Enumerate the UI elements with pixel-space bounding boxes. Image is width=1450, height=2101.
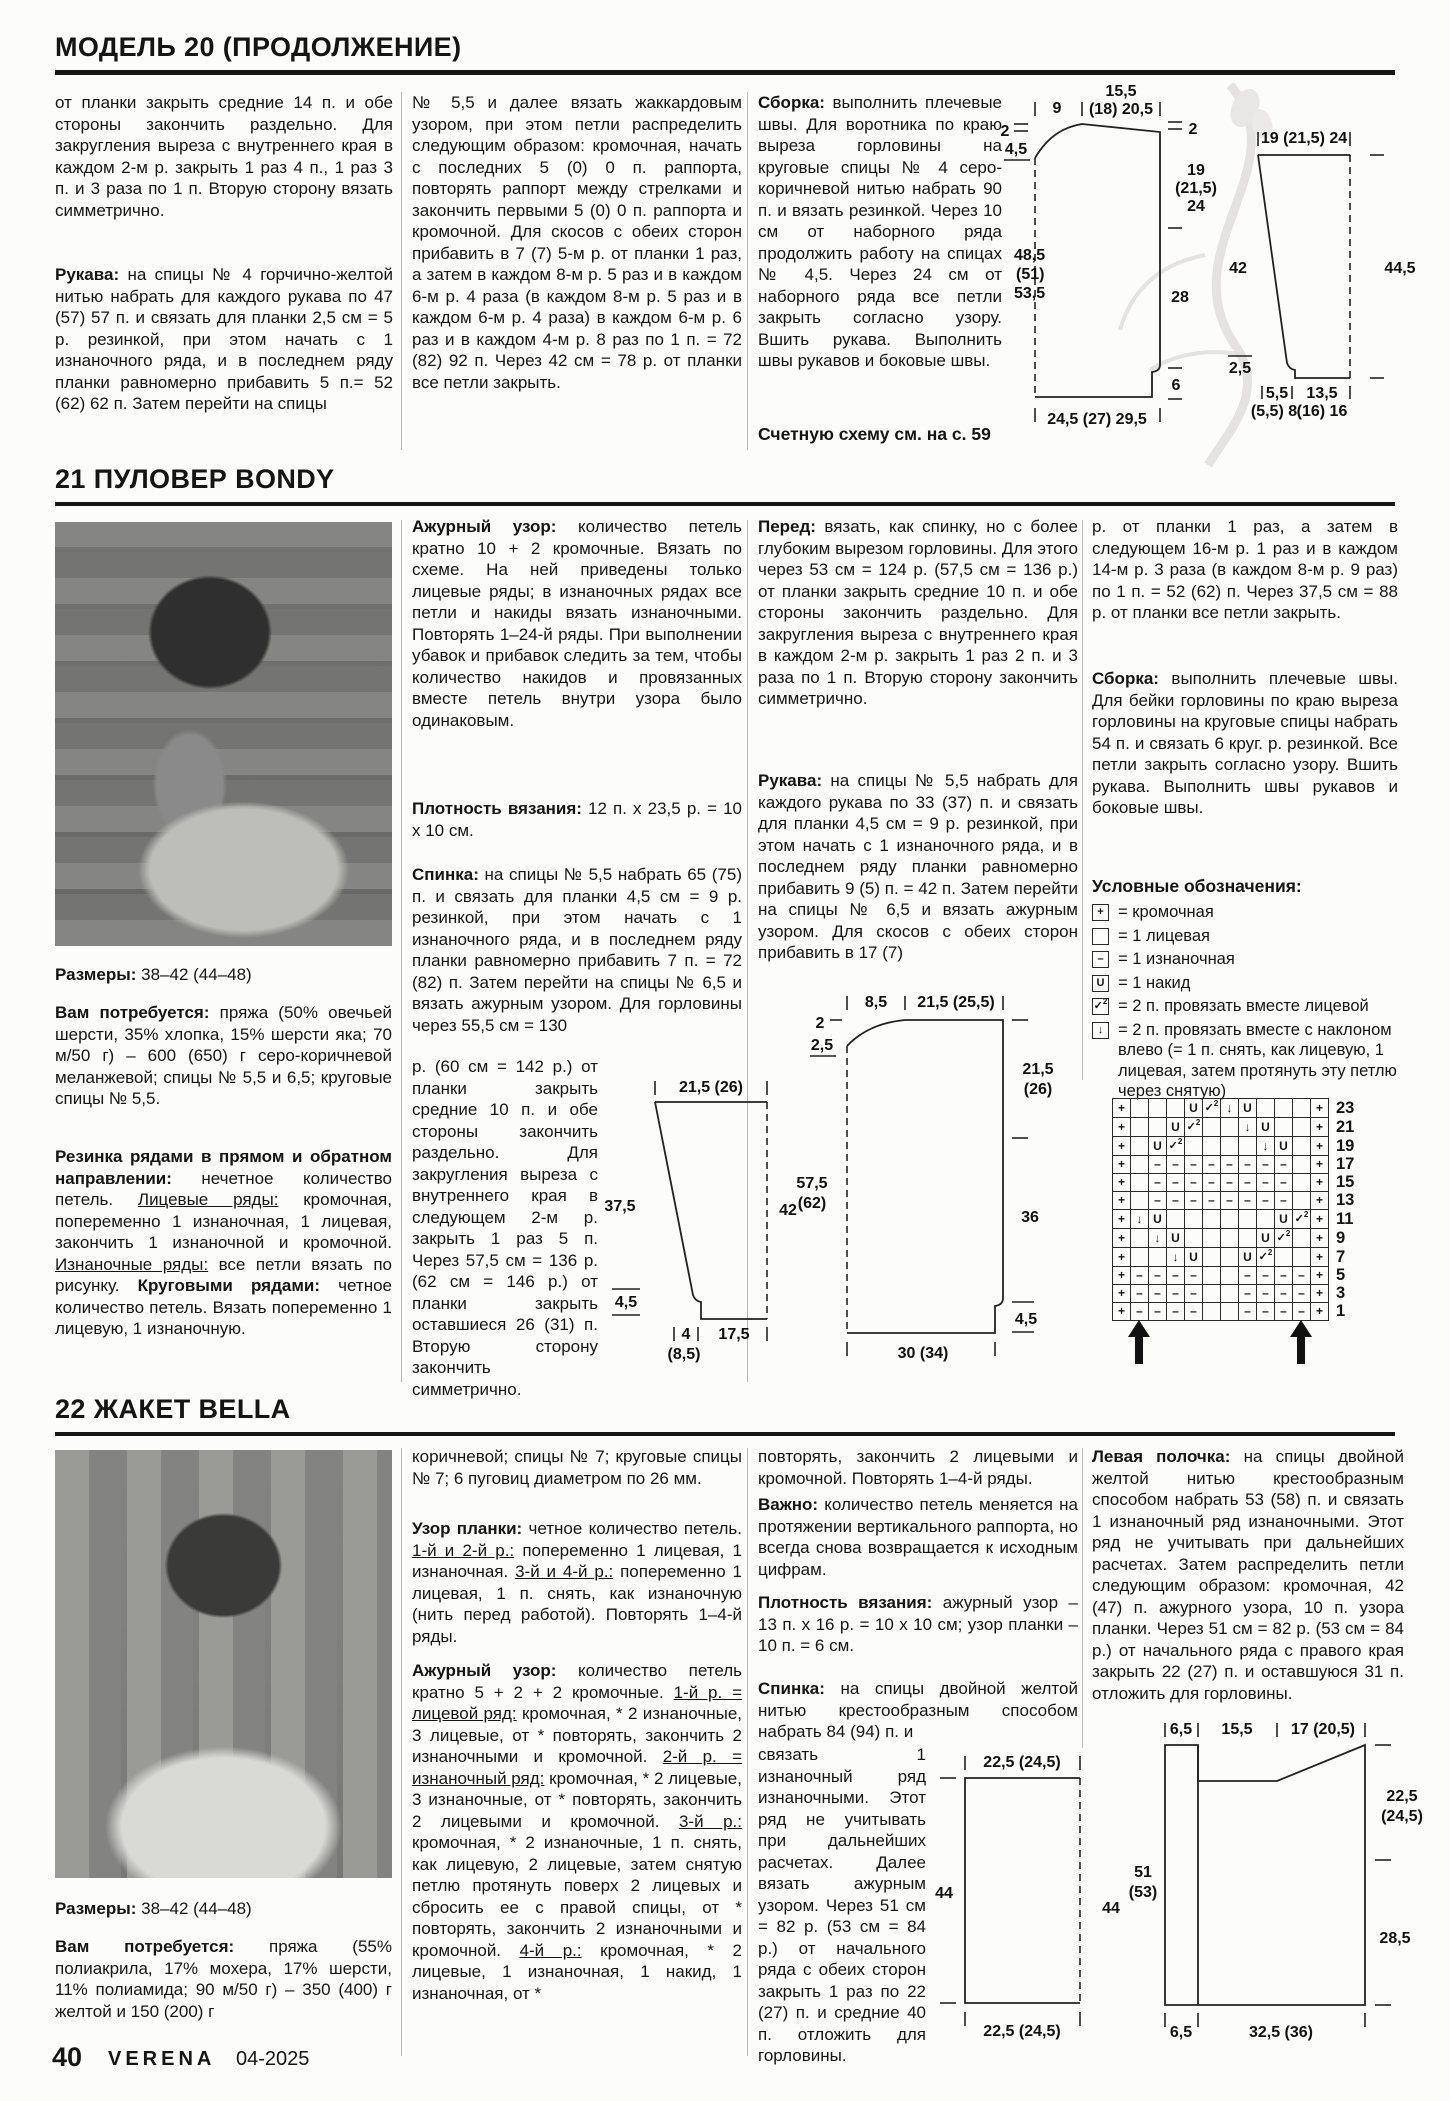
measurement-label: 6 bbox=[1171, 377, 1181, 394]
chart-cell: – bbox=[1185, 1267, 1203, 1285]
chart-cell bbox=[1203, 1303, 1221, 1321]
measurement-label: 24,5 (27) 29,5 bbox=[1047, 411, 1147, 428]
chart-cell: + bbox=[1113, 1137, 1131, 1156]
chart-cell: – bbox=[1185, 1156, 1203, 1174]
chart-row-number: 1 bbox=[1336, 1302, 1346, 1320]
chart-cell: ✓$^2$ bbox=[1257, 1248, 1275, 1267]
legend-title: Условные обозначения: bbox=[1092, 876, 1302, 896]
legend-item bbox=[1092, 902, 1422, 923]
column-divider bbox=[401, 520, 402, 1382]
chart-cell: ↓ bbox=[1257, 1137, 1275, 1156]
chart-row bbox=[1113, 1174, 1367, 1192]
chart-cell: – bbox=[1239, 1174, 1257, 1192]
chart-cell: U bbox=[1239, 1248, 1257, 1267]
chart-cell bbox=[1293, 1248, 1311, 1267]
magazine-brand: VERENA bbox=[108, 2048, 216, 2070]
chart-cell: – bbox=[1257, 1156, 1275, 1174]
chart-cell: – bbox=[1257, 1174, 1275, 1192]
chart-cell bbox=[1203, 1285, 1221, 1303]
measurement-label: 5,5 bbox=[1265, 385, 1289, 402]
chart-cell: U bbox=[1275, 1137, 1293, 1156]
chart-cell bbox=[1239, 1137, 1257, 1156]
measurement-label: 21,5 (26) bbox=[678, 1079, 744, 1096]
section-title-pullover-bondy: 21 ПУЛОВЕР BONDY bbox=[55, 464, 335, 494]
chart-cell bbox=[1257, 1099, 1275, 1118]
chart-cell: – bbox=[1221, 1156, 1239, 1174]
chart-cell: – bbox=[1185, 1303, 1203, 1321]
measurement-label: 42 bbox=[779, 1202, 797, 1219]
s21-sleeves: Рукава: на спицы № 5,5 набрать для каждого рукава по 33 (37) п. и связать для планки 4,5 см = 9 р. резинкой, при этом начать с 1 изнаночного ряда, и в последнем ряду планки равномерно прибавить 9 (5) п. = 42 п. Затем перейти на спицы № 6,5 и вязать ажурным узором. Для скосов с обеих сторон прибавить в 17 (7) bbox=[758, 771, 1078, 962]
schematic-pullover-body bbox=[790, 990, 1080, 1370]
measurement-label: 4 bbox=[681, 1326, 691, 1343]
legend-text: = 2 п. провязать вместе с наклоном влево (= 1 п. снять, как лицевую, 1 лицевая, затем протянуть эту петлю через снятую) bbox=[1118, 1020, 1397, 1100]
chart-cell: + bbox=[1311, 1118, 1329, 1137]
chart-cell: – bbox=[1275, 1267, 1293, 1285]
chart-cell: – bbox=[1275, 1156, 1293, 1174]
chart-cell: – bbox=[1221, 1174, 1239, 1192]
measurement-label: (5,5) 8 bbox=[1250, 403, 1298, 420]
chart-cell: ↓ bbox=[1149, 1229, 1167, 1248]
measurement-label: 44 bbox=[935, 1885, 953, 1902]
s21-assembly: Сборка: выполнить плечевые швы. Для бейки горловины по краю выреза горловины на круговые спицы набрать 54 п. и связать 6 круг. р. резинкой. Все петли закрыть согласно узору. Вшить рукава. Выполнить швы рукавов и боковые швы. bbox=[1092, 669, 1398, 817]
chart-cell bbox=[1275, 1099, 1293, 1118]
measurement-label: 21,5 (25,5) bbox=[917, 994, 995, 1011]
chart-row-number: 13 bbox=[1336, 1191, 1355, 1209]
chart-cell: U bbox=[1185, 1248, 1203, 1267]
photo-pullover-bondy bbox=[55, 522, 392, 946]
chart-cell: + bbox=[1113, 1285, 1131, 1303]
chart-cell bbox=[1275, 1248, 1293, 1267]
chart-cell: – bbox=[1131, 1267, 1149, 1285]
measurement-label: 21,5 bbox=[1022, 1061, 1054, 1078]
chart-row-number: 3 bbox=[1336, 1284, 1346, 1302]
chart-cell: – bbox=[1275, 1174, 1293, 1192]
chart-cell: – bbox=[1167, 1285, 1185, 1303]
chart-cell: U bbox=[1275, 1210, 1293, 1229]
chart-cell: – bbox=[1257, 1192, 1275, 1210]
chart-cell: ✓$^2$ bbox=[1203, 1099, 1221, 1118]
chart-row-number: 9 bbox=[1336, 1228, 1346, 1247]
chart-cell: – bbox=[1257, 1285, 1275, 1303]
m20-col3-paragraph-assembly: Сборка: выполнить плечевые швы. Для воротника по краю выреза горловины на круговые спицы № 4 серо-коричневой нитью набрать 90 п. и вязать резинкой. Через 10 см от наборного ряда продолжить работу на спицах № 4,5. Через 24 см от наборного ряда все петли закрыть согласно узору. Вшить рукава. Выполнить швы рукавов и боковые швы. bbox=[758, 93, 1002, 370]
title-rule bbox=[55, 502, 1395, 506]
chart-row bbox=[1113, 1267, 1367, 1285]
chart-cell bbox=[1131, 1248, 1149, 1267]
title-rule bbox=[55, 1432, 1395, 1436]
chart-cell: + bbox=[1311, 1229, 1329, 1248]
measurement-label: (8,5) bbox=[667, 1346, 701, 1363]
chart-cell: + bbox=[1311, 1285, 1329, 1303]
chart-cell: + bbox=[1113, 1118, 1131, 1137]
measurement-label: 19 bbox=[1187, 162, 1205, 179]
s22-materials: Вам потребуется: пряжа (55% полиакрила, 17% мохера, 17% шерсти, 11% полиамида; 90 м/50 г) – 350 (400) г желтой и 150 (200) г bbox=[55, 1937, 392, 2021]
chart-cell bbox=[1275, 1118, 1293, 1137]
chart-cell: + bbox=[1311, 1210, 1329, 1229]
column-divider bbox=[747, 92, 748, 450]
measurement-label: 4,5 bbox=[1004, 141, 1028, 158]
chart-cell: + bbox=[1311, 1248, 1329, 1267]
measurement-label: (62) bbox=[797, 1195, 827, 1212]
chart-row bbox=[1113, 1156, 1367, 1174]
legend-text: = 1 лицевая bbox=[1118, 926, 1210, 945]
measurement-label: 15,5 bbox=[1221, 1721, 1253, 1738]
chart-cell: – bbox=[1167, 1192, 1185, 1210]
chart-cell bbox=[1203, 1248, 1221, 1267]
chart-cell: + bbox=[1113, 1174, 1131, 1192]
chart-cell: – bbox=[1239, 1267, 1257, 1285]
chart-cell bbox=[1131, 1156, 1149, 1174]
chart-cell: – bbox=[1239, 1192, 1257, 1210]
chart-cell bbox=[1221, 1267, 1239, 1285]
chart-cell bbox=[1221, 1285, 1239, 1303]
legend-symbol-box: ✓$^2$ bbox=[1092, 998, 1109, 1015]
chart-cell: + bbox=[1311, 1174, 1329, 1192]
chart-row-number: 17 bbox=[1336, 1155, 1355, 1173]
chart-cell: + bbox=[1311, 1267, 1329, 1285]
measurement-label: 28,5 bbox=[1379, 1930, 1411, 1947]
chart-row-number: 15 bbox=[1336, 1173, 1355, 1191]
chart-cell: – bbox=[1167, 1174, 1185, 1192]
chart-cell: – bbox=[1131, 1303, 1149, 1321]
s22-gauge: Плотность вязания: ажурный узор – 13 п. х 16 р. = 10 х 10 см; узор планки – 10 п. = 6 см. bbox=[758, 1593, 1078, 1655]
s21-back-narrow: р. (60 см = 142 р.) от планки закрыть средние 10 п. и обе стороны закончить раздельно. Для закругления выреза с внутреннего края в следующем 2-м р. закрыть 1 раз 5 п. Через 57,5 см = 136 р. (62 см = 146 р.) от планки закрыть оставшиеся 26 (31) п. Вторую сторону закончить симметрично. bbox=[412, 1057, 598, 1399]
chart-cell: – bbox=[1293, 1267, 1311, 1285]
chart-cell bbox=[1293, 1099, 1311, 1118]
chart-cell bbox=[1203, 1267, 1221, 1285]
photo-jacket-bella bbox=[55, 1450, 392, 1878]
chart-cell: – bbox=[1275, 1192, 1293, 1210]
chart-cell: + bbox=[1113, 1210, 1131, 1229]
chart-cell: – bbox=[1185, 1192, 1203, 1210]
s22-materials-cont: коричневой; спицы № 7; круговые спицы № 7; 6 пуговиц диаметром по 26 мм. bbox=[412, 1447, 742, 1488]
chart-cell: – bbox=[1293, 1303, 1311, 1321]
chart-cell: ✓$^2$ bbox=[1293, 1210, 1311, 1229]
chart-row-number: 7 bbox=[1336, 1247, 1346, 1266]
chart-cell bbox=[1203, 1229, 1221, 1248]
title-rule bbox=[55, 70, 1395, 75]
chart-cell: + bbox=[1113, 1229, 1131, 1248]
measurement-label: 13,5 bbox=[1306, 385, 1338, 402]
chart-row bbox=[1113, 1229, 1367, 1248]
measurement-label: 53,5 bbox=[1014, 285, 1046, 302]
measurement-label: 36 bbox=[1021, 1209, 1039, 1226]
chart-cell bbox=[1221, 1229, 1239, 1248]
chart-cell bbox=[1149, 1248, 1167, 1267]
measurement-label: 2 bbox=[1000, 123, 1010, 140]
chart-row-number: 21 bbox=[1336, 1117, 1355, 1136]
measurement-label: 57,5 bbox=[796, 1175, 828, 1192]
measurement-label: 4,5 bbox=[1014, 1311, 1038, 1328]
chart-cell bbox=[1167, 1210, 1185, 1229]
legend-symbol-box bbox=[1092, 928, 1109, 945]
measurement-label: (16) 16 bbox=[1296, 403, 1348, 420]
chart-cell bbox=[1257, 1210, 1275, 1229]
m20-col1-paragraph-sleeves: Рукава: на спицы № 4 горчично-желтой нитью набрать для каждого рукава по 47 (57) 57 п. и связать для планки 2,5 см = 5 р. резинкой, при этом начать с 1 изнаночного ряда, и в последнем ряду планки равномерно прибавить 5 п.= 52 (62) 62 п. Затем перейти на спицы bbox=[55, 265, 393, 413]
issue-number: 04-2025 bbox=[236, 2048, 310, 2070]
legend-symbol-box: ↓ bbox=[1092, 1022, 1109, 1039]
legend-symbol-box: U bbox=[1092, 975, 1109, 992]
chart-row bbox=[1113, 1210, 1367, 1229]
chart-cell bbox=[1149, 1099, 1167, 1118]
chart-cell: ↓ bbox=[1239, 1118, 1257, 1137]
chart-cell bbox=[1239, 1229, 1257, 1248]
page-number: 40 bbox=[52, 2042, 83, 2072]
chart-cell: + bbox=[1113, 1248, 1131, 1267]
chart-cell: – bbox=[1149, 1303, 1167, 1321]
chart-cell: – bbox=[1149, 1267, 1167, 1285]
measurement-label: 2 bbox=[815, 1015, 825, 1032]
chart-cell: + bbox=[1311, 1303, 1329, 1321]
measurement-label: 22,5 (24,5) bbox=[983, 1754, 1061, 1771]
chart-repeat-arrow-stem bbox=[1135, 1336, 1143, 1364]
measurement-label: (26) bbox=[1023, 1081, 1053, 1098]
chart-cell: ✓$^2$ bbox=[1275, 1229, 1293, 1248]
chart-cell bbox=[1149, 1118, 1167, 1137]
chart-cell bbox=[1185, 1229, 1203, 1248]
legend-item bbox=[1092, 949, 1422, 970]
s21-sizes: Размеры: 38–42 (44–48) bbox=[55, 965, 252, 984]
schematic-jacket-left-front bbox=[1095, 1715, 1450, 2060]
chart-cell: – bbox=[1239, 1285, 1257, 1303]
chart-cell bbox=[1221, 1210, 1239, 1229]
measurement-label: (18) 20,5 bbox=[1088, 101, 1154, 118]
chart-row-number: 19 bbox=[1336, 1136, 1355, 1155]
measurement-label: 6,5 bbox=[1169, 1721, 1193, 1738]
chart-cell: U bbox=[1257, 1229, 1275, 1248]
s22-sizes: Размеры: 38–42 (44–48) bbox=[55, 1899, 252, 1918]
schematic-model20 bbox=[1000, 80, 1450, 470]
chart-cell bbox=[1293, 1192, 1311, 1210]
legend-item bbox=[1092, 973, 1422, 994]
chart-cell: – bbox=[1257, 1303, 1275, 1321]
section-title-model20: МОДЕЛЬ 20 (ПРОДОЛЖЕНИЕ) bbox=[55, 32, 462, 62]
measurement-label: 37,5 bbox=[604, 1198, 636, 1215]
chart-cell bbox=[1203, 1118, 1221, 1137]
measurement-label: (51) bbox=[1016, 266, 1045, 283]
chart-cell bbox=[1239, 1210, 1257, 1229]
legend-text: = 2 п. провязать вместе лицевой bbox=[1118, 997, 1369, 1015]
m20-col1-paragraph-1: от планки закрыть средние 14 п. и обе стороны закончить раздельно. Для закругления выреза с внутреннего края в каждом 2-м р. закрыть 1 раз 4 п., 1 раз 3 п. и 3 раза по 1 п. Вторую сторону вязать симметрично. bbox=[55, 93, 393, 220]
chart-repeat-arrow bbox=[1290, 1320, 1312, 1337]
measurement-label: (53) bbox=[1128, 1884, 1158, 1901]
chart-cell: ↓ bbox=[1221, 1099, 1239, 1118]
chart-cell bbox=[1131, 1118, 1149, 1137]
chart-cell bbox=[1221, 1118, 1239, 1137]
legend-text: = 1 накид bbox=[1118, 973, 1191, 992]
legend-item bbox=[1092, 1020, 1422, 1102]
chart-cell: + bbox=[1311, 1137, 1329, 1156]
s21-sleeves-cont: р. от планки 1 раз, а затем в следующем 16-м р. 1 раз и в каждом 14-м р. 3 раза (в каждом 8-м р. 9 раз) по 1 п. = 52 (62) п. Через 37,5 см = 88 р. от планки все петли закрыть. bbox=[1092, 517, 1398, 622]
chart-cell: + bbox=[1113, 1099, 1131, 1118]
chart-row bbox=[1113, 1285, 1367, 1303]
s22-lace-cont: повторять, закончить 2 лицевыми и кромочной. Повторять 1–4-й ряды. bbox=[758, 1447, 1078, 1488]
chart-cell: – bbox=[1149, 1285, 1167, 1303]
measurement-label: 19 (21,5) 24 bbox=[1260, 130, 1348, 147]
s22-lace-pattern: Ажурный узор: количество петель кратно 5 + 2 + 2 кромочные. 1-й р. = лицевой ряд: кромочная, * 2 изнаночные, 3 лицевые, от * повторять, закончить 2 изнаночными и кромочной. 2-й р. = изнаночный ряд: кромочная, * 2 лицевые, 3 изнаночные, от * повторять, закончить 2 лицевыми и кромочной. 3-й р.: кромочная, * 2 изнаночные, 1 п. снять, как лицевую, 2 лицевые, затем снятую петлю протянуть поверх 2 лицевых и сбросить ее с правой спицы, от * повторять, закончить 2 изнаночными и кромочной. 4-й р.: кромочная, * 2 лицевые, 1 изнаночная, 1 накид, 1 изнаночная, от * bbox=[412, 1661, 743, 2003]
chart-cell bbox=[1131, 1174, 1149, 1192]
measurement-label: 44 bbox=[1102, 1900, 1120, 1917]
column-divider bbox=[1082, 1448, 1083, 1748]
s22-back-narrow: связать 1 изнаночный ряд изнаночными. Этот ряд не учитывать при дальнейших расчетах. Далее вязать ажурным узором. Через 51 см = 82 р. (53 см = 84 р.) от начального ряда с обеих сторон закрыть 1 раз по 22 (27) п. и средние 40 п. отложить для горловины. bbox=[758, 1745, 926, 2065]
legend-text: = 1 изнаночная bbox=[1118, 950, 1235, 968]
chart-cell: U bbox=[1185, 1099, 1203, 1118]
chart-cell: U bbox=[1149, 1137, 1167, 1156]
chart-cell bbox=[1203, 1137, 1221, 1156]
chart-cell: – bbox=[1167, 1267, 1185, 1285]
measurement-label: (24,5) bbox=[1381, 1808, 1423, 1825]
legend-symbol-box: + bbox=[1092, 904, 1109, 921]
chart-cell: – bbox=[1293, 1285, 1311, 1303]
chart-row-number: 5 bbox=[1336, 1266, 1346, 1284]
measurement-label: 17 (20,5) bbox=[1290, 1721, 1356, 1738]
chart-cell: + bbox=[1113, 1267, 1131, 1285]
chart-cell bbox=[1131, 1099, 1149, 1118]
chart-cell bbox=[1221, 1303, 1239, 1321]
section-title-jacket-bella: 22 ЖАКЕТ BELLA bbox=[55, 1394, 291, 1424]
measurement-label: 48,5 bbox=[1014, 247, 1046, 264]
chart-cell: + bbox=[1311, 1192, 1329, 1210]
schematic-pullover-sleeve bbox=[598, 1075, 810, 1365]
chart-cell: + bbox=[1113, 1156, 1131, 1174]
chart-cell: U bbox=[1257, 1118, 1275, 1137]
m20-chart-reference-note: Счетную схему см. на с. 59 bbox=[758, 424, 991, 444]
s22-back-wide: Спинка: на спицы двойной желтой нитью крестообразным способом набрать 84 (94) п. и bbox=[758, 1679, 1078, 1741]
chart-cell: – bbox=[1239, 1303, 1257, 1321]
chart-cell: ✓$^2$ bbox=[1167, 1137, 1185, 1156]
measurement-label: 22,5 (24,5) bbox=[983, 2023, 1061, 2040]
chart-cell: – bbox=[1149, 1192, 1167, 1210]
measurement-label: 6,5 bbox=[1169, 2024, 1193, 2041]
measurement-label: 15,5 bbox=[1105, 83, 1137, 100]
chart-cell: – bbox=[1275, 1285, 1293, 1303]
chart-cell bbox=[1131, 1229, 1149, 1248]
legend-text: = кромочная bbox=[1118, 903, 1214, 921]
chart-cell bbox=[1221, 1248, 1239, 1267]
s21-lace-pattern: Ажурный узор: количество петель кратно 10 + 2 кромочные. Вязать по схеме. На ней приведены только лицевые ряды; в изнаночных рядах все петли и накиды вязать изнаночными. Повторять 1–24-й ряды. При выполнении убавок и прибавок следить за тем, чтобы количество накидов и провязанных вместе петель внутри узора было одинаковым. bbox=[412, 517, 742, 730]
measurement-label: 8,5 bbox=[864, 994, 888, 1011]
chart-cell bbox=[1293, 1174, 1311, 1192]
chart-row bbox=[1113, 1303, 1367, 1321]
measurement-label: 42 bbox=[1229, 260, 1247, 277]
chart-cell: U bbox=[1239, 1099, 1257, 1118]
chart-cell: ↓ bbox=[1167, 1248, 1185, 1267]
chart-cell bbox=[1185, 1210, 1203, 1229]
chart-row bbox=[1113, 1137, 1367, 1156]
chart-cell: – bbox=[1131, 1285, 1149, 1303]
chart-cell: – bbox=[1239, 1156, 1257, 1174]
measurement-label: 22,5 bbox=[1386, 1788, 1418, 1805]
chart-cell bbox=[1131, 1192, 1149, 1210]
chart-cell: – bbox=[1167, 1303, 1185, 1321]
chart-cell: – bbox=[1203, 1156, 1221, 1174]
chart-cell: – bbox=[1203, 1192, 1221, 1210]
schematic-jacket-back bbox=[930, 1752, 1120, 2052]
chart-cell: + bbox=[1113, 1303, 1131, 1321]
chart-cell: ↓ bbox=[1131, 1210, 1149, 1229]
measurement-label: 32,5 (36) bbox=[1248, 2024, 1314, 2041]
chart-row-number: 23 bbox=[1336, 1098, 1355, 1117]
chart-row-number: 11 bbox=[1336, 1209, 1354, 1228]
chart-cell bbox=[1293, 1137, 1311, 1156]
s22-left-front: Левая полочка: на спицы двойной желтой нитью крестообразным способом набрать 53 (58) п. и связать 1 изнаночный ряд изнаночными. Этот ряд не учитывать при дальнейших расчетах. Затем распределить петли следующим образом: кромочная, 42 (47) п. ажурного узора, 10 п. узора планки. Через 51 см = 82 р. (53 см = 84 р.) от начального ряда с правого края закрыть 22 (27) п. и оставшуюся 31 п. отложить для горловины. bbox=[1092, 1447, 1404, 1703]
chart-cell: – bbox=[1221, 1192, 1239, 1210]
chart-cell bbox=[1293, 1118, 1311, 1137]
chart-legend bbox=[1092, 902, 1422, 1105]
chart-cell: – bbox=[1257, 1267, 1275, 1285]
column-divider bbox=[747, 1448, 748, 2056]
measurement-label: (21,5) bbox=[1175, 180, 1217, 197]
chart-cell bbox=[1185, 1137, 1203, 1156]
measurement-label: 2,5 bbox=[1228, 360, 1252, 377]
s21-materials: Вам потребуется: пряжа (50% овечьей шерсти, 35% хлопка, 15% шерсти яка; 70 м/50 г) – 600 (650) г серо-коричневой меланжевой; спицы № 5,5 и 6,5; круговые спицы № 5,5. bbox=[55, 1003, 392, 1108]
chart-cell bbox=[1293, 1229, 1311, 1248]
chart-cell bbox=[1293, 1156, 1311, 1174]
s22-important-note: Важно: количество петель меняется на протяжении вертикального раппорта, но всегда снова возвращается к исходным цифрам. bbox=[758, 1495, 1078, 1579]
column-divider bbox=[401, 92, 402, 450]
chart-cell: + bbox=[1113, 1192, 1131, 1210]
s21-gauge: Плотность вязания: 12 п. х 23,5 р. = 10 х 10 см. bbox=[412, 799, 743, 840]
chart-row bbox=[1113, 1192, 1367, 1210]
measurement-label: 28 bbox=[1171, 289, 1189, 306]
chart-repeat-arrow bbox=[1128, 1320, 1150, 1337]
measurement-label: 4,5 bbox=[614, 1294, 638, 1311]
s21-rib-pattern: Резинка рядами в прямом и обратном направлении: нечетное количество петель. Лицевые ряды: кромочная, попеременно 1 изнаночная, 1 лицевая, закончить 1 изнаночной и кромочной. Изнаночные ряды: все петли вязать по рисунку. Круговыми рядами: четное количество петель. Вязать попеременно 1 лицевую, 1 изнаночную. bbox=[55, 1147, 393, 1338]
chart-row bbox=[1113, 1118, 1367, 1137]
measurement-label: 44,5 bbox=[1384, 260, 1416, 277]
chart-cell: U bbox=[1149, 1210, 1167, 1229]
column-divider bbox=[1082, 520, 1083, 1080]
chart-row bbox=[1113, 1099, 1367, 1118]
chart-cell: + bbox=[1311, 1099, 1329, 1118]
chart-cell bbox=[1131, 1137, 1149, 1156]
measurement-label: 9 bbox=[1052, 100, 1062, 117]
s22-band-pattern: Узор планки: четное количество петель. 1-й и 2-й р.: попеременно 1 лицевая, 1 изнаночная. 3-й и 4-й р.: попеременно 1 лицевая, 1 п. снять, как изнаночную (нить перед работой). Повторять 1–4-й ряды. bbox=[412, 1519, 743, 1646]
chart-cell: + bbox=[1311, 1156, 1329, 1174]
legend-item bbox=[1092, 996, 1422, 1017]
m20-col2-paragraph: № 5,5 и далее вязать жаккардовым узором, при этом петли распределить следующим образом: кромочная, начать с последних 5 (0) 0 п. раппорта, повторять раппорт между стрелками и закончить первыми 5 (0) 0 п. раппорта и кромочной. Для скосов с обеих сторон прибавить в 7 (7) 5-м р. от планки 1 раз, а затем в каждом 8-м р. 5 раз и в каждом 6-м р. 4 раза (в каждом 8-м р. 5 раз и в каждом 6-м р. 4 раза) в каждом 6-м р. 6 раз и в каждом 4-м р. 8 раз по 1 п. = 72 (82) 92 п. Через 42 см = 78 р. от планки все петли закрыть. bbox=[412, 93, 742, 392]
column-divider bbox=[401, 1448, 402, 2056]
s21-back-wide: Спинка: на спицы № 5,5 набрать 65 (75) п. и связать для планки 4,5 см = 9 р. резинкой, при этом начать с 1 изнаночного ряда, и в последнем ряду планки равномерно прибавить 7 п. = 72 (82) п. Затем перейти на спицы № 6,5 и вязать ажурным узором. Для горловины через 55,5 см = 130 bbox=[412, 865, 742, 1035]
chart-cell: U bbox=[1167, 1229, 1185, 1248]
measurement-label: 2,5 bbox=[810, 1037, 834, 1054]
measurement-label: 17,5 bbox=[718, 1326, 750, 1343]
chart-row bbox=[1113, 1248, 1367, 1267]
legend-item bbox=[1092, 926, 1422, 947]
measurement-label: 51 bbox=[1134, 1864, 1152, 1881]
chart-cell bbox=[1203, 1210, 1221, 1229]
chart-cell: – bbox=[1149, 1156, 1167, 1174]
chart-cell bbox=[1221, 1137, 1239, 1156]
measurement-label: 2 bbox=[1188, 121, 1198, 138]
chart-cell: – bbox=[1185, 1285, 1203, 1303]
chart-cell: ✓$^2$ bbox=[1185, 1118, 1203, 1137]
chart-repeat-arrow-stem bbox=[1297, 1336, 1305, 1364]
measurement-label: 30 (34) bbox=[897, 1345, 949, 1362]
chart-cell: – bbox=[1185, 1174, 1203, 1192]
s21-front: Перед: вязать, как спинку, но с более глубоким вырезом горловины. Для этого через 53 см = 124 р. (57,5 см = 136 р.) от планки закрыть средние 10 п. и обе стороны закончить раздельно. Для закругления выреза с внутреннего края в каждом 2-м р. закрыть 1 раз 2 п. и 3 раза по 1 п. Вторую сторону закончить симметрично. bbox=[758, 517, 1079, 708]
chart-cell: – bbox=[1149, 1174, 1167, 1192]
chart-cell: – bbox=[1203, 1174, 1221, 1192]
measurement-label: 24 bbox=[1187, 198, 1205, 215]
chart-cell: – bbox=[1275, 1303, 1293, 1321]
legend-symbol-box: – bbox=[1092, 951, 1109, 968]
chart-cell: – bbox=[1167, 1156, 1185, 1174]
knit-chart-grid bbox=[1112, 1098, 1367, 1321]
chart-cell: U bbox=[1167, 1118, 1185, 1137]
chart-cell bbox=[1167, 1099, 1185, 1118]
